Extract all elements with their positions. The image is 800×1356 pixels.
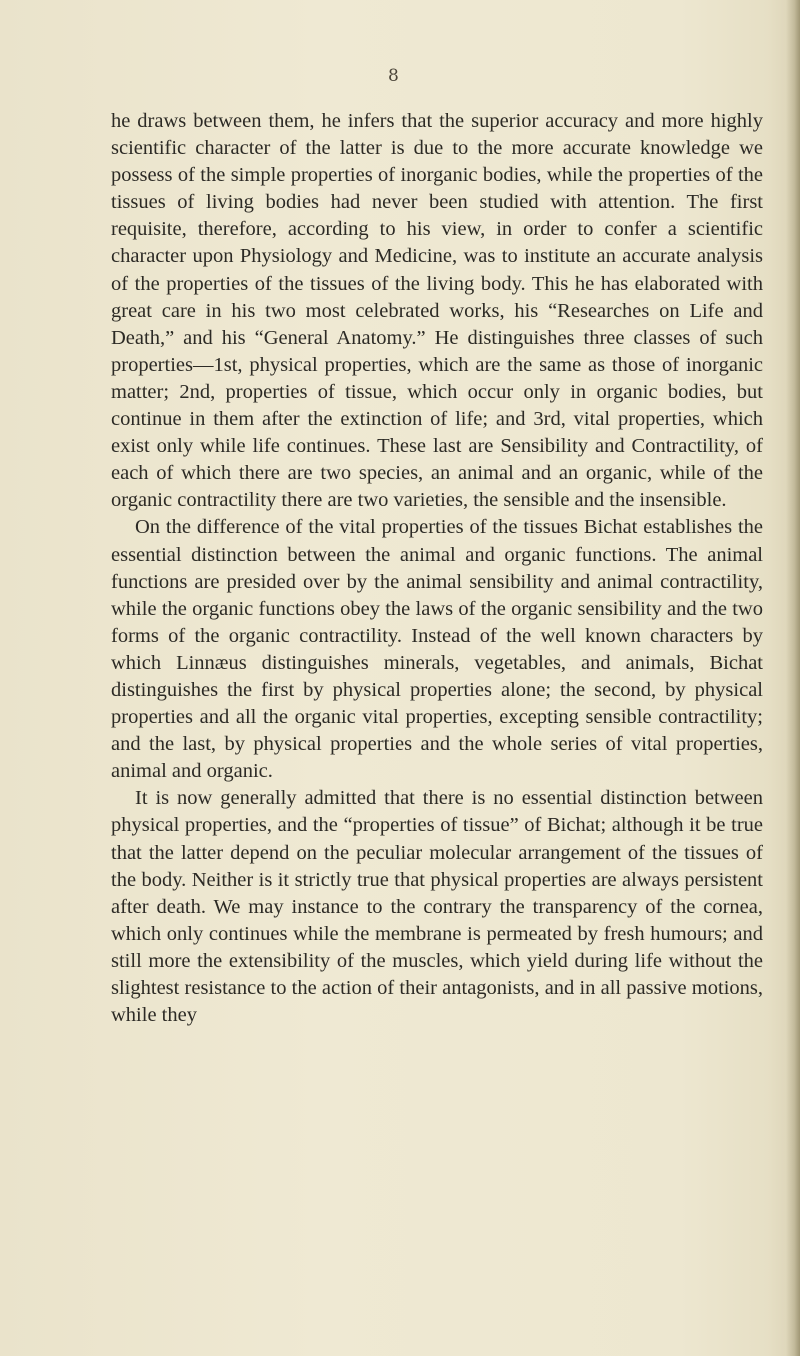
paragraph-1: he draws between them, he infers that the superior accuracy and more highly scientific character of the latter is due to the more accurate knowledge we possess of the simple properties of inorganic bodies, while the properties of the tissues of living bodies had never been studied with attention. The first requisite, therefore, according to his view, in order to confer a scientific character upon Physiology and Medicine, was to institute an accurate analysis of the properties of the tissues of the living body. This he has elaborated with great care in his two most celebrated works, his “Researches on Life and Death,” and his “General Anatomy.” He distinguishes three classes of such properties—1st, physical properties, which are the same as those of inorganic matter; 2nd, properties of tissue, which occur only in organic bodies, but continue in them after the extinction of life; and 3rd, vital properties, which exist only while life continues. These last are Sensibility and Contractility, of each of which there are two species, an animal and an organic, while of the organic contractility there are two varieties, the sensible and the insensible. bbox=[111, 110, 763, 512]
paragraph-2: On the difference of the vital properties of the tissues Bichat establishes the essential distinction between the animal and organic functions. The animal functions are presided over by the animal sensibility and animal contractility, while the organic functions obey the laws of the organic sensibility and the two forms of the organic contractility. Instead of the well known characters by which Linnæus distinguishes minerals, vegetables, and animals, Bichat distinguishes the first by physical properties alone; the second, by physical properties and all the organic vital properties, excepting sensible contractility; and the last, by physical properties and the whole series of vital properties, animal and organic. bbox=[111, 516, 763, 783]
page-number: 8 bbox=[388, 66, 399, 86]
body-text bbox=[111, 108, 763, 1029]
paragraph-3: It is now generally admitted that there is no essential distinction between physical properties, and the “properties of tissue” of Bichat; although it be true that the latter depend on the peculiar molecular arrangement of the tissues of the body. Neither is it strictly true that physical properties are always persistent after death. We may instance to the contrary the transparency of the cornea, which only continues while the membrane is permeated by fresh humours; and still more the extensibility of the muscles, which yield during life without the slightest resistance to the action of their antagonists, and in all passive motions, while they bbox=[111, 787, 763, 1027]
page-edge-shadow bbox=[786, 0, 800, 1356]
